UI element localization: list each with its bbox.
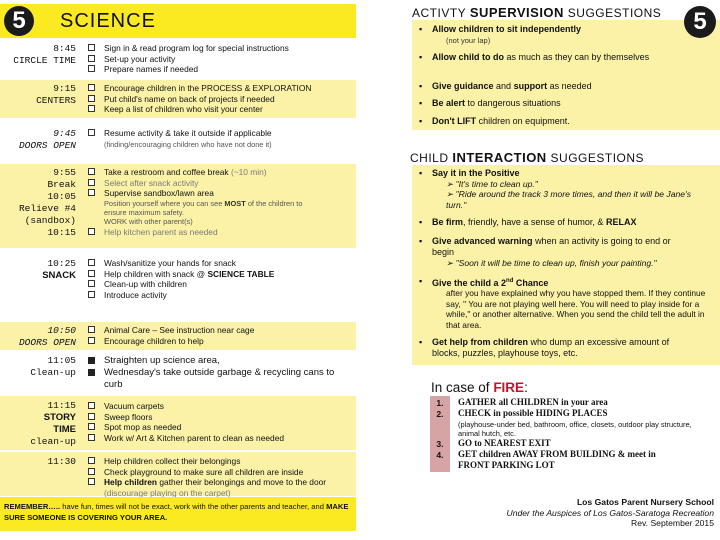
checkbox-icon: [88, 189, 95, 196]
time-label: 10:50 DOORS OPEN: [18, 325, 76, 348]
checkbox-icon: [88, 44, 95, 51]
task-list: [88, 258, 352, 300]
interaction-item: ▪ Get help from children who dump an excessive amount of blocks, puzzles, playhouse toys, etc.: [419, 337, 670, 358]
list-item[interactable]: Help children gather their belongings and move to the door (discourage playing on the carpet): [88, 477, 352, 498]
block-doors-open-1: [0, 124, 356, 160]
checkbox-icon: [88, 95, 95, 102]
fire-step-number: 4.: [430, 449, 450, 461]
list-item[interactable]: Vacuum carpets: [88, 401, 352, 412]
interaction-example: ➢ "Soon it will be time to clean up, finish your painting.": [446, 258, 657, 268]
time-label: 10:25 SNACK: [42, 258, 76, 281]
fire-step: GATHER all CHILDREN in your area: [458, 397, 608, 407]
checkbox-icon: [88, 129, 95, 136]
block-circle-time: [0, 40, 356, 74]
list-item[interactable]: Keep a list of children who visit your center: [88, 104, 352, 115]
auspices-line: Under the Auspices of Los Gatos-Saratoga Recreation: [506, 507, 714, 518]
block-break: [0, 164, 356, 248]
checkbox-icon: [88, 228, 95, 235]
task-list: [88, 128, 352, 139]
checkbox-icon: [88, 478, 95, 485]
interaction-item: ▪ Give the child a 2nd Chance: [419, 276, 549, 288]
task-list: [88, 43, 352, 75]
page-title: SCIENCE: [60, 10, 156, 32]
checkbox-icon: [88, 457, 95, 464]
list-item[interactable]: Sweep floors: [88, 412, 352, 423]
time-label: 9:55 Break 10:05 Relieve #4 (sandbox) 10:15: [18, 167, 76, 238]
task-list: [88, 325, 352, 346]
list-item[interactable]: Take a restroom and coffee break (~10 min): [88, 167, 352, 178]
checkbox-icon: [88, 402, 95, 409]
task-list: [88, 83, 352, 115]
checkbox-icon: [88, 326, 95, 333]
interaction-heading: CHILD INTERACTION SUGGESTIONS: [410, 150, 645, 165]
list-item[interactable]: Help kitchen parent as needed: [88, 227, 352, 238]
checkbox-icon: [88, 369, 95, 376]
interaction-body: after you have explained why you have stopped them. If they continue say, " You are not playing well here. You will need to play inside for a while," or another alternative. When you send the child tell the adult in that area.: [446, 288, 706, 330]
block-story-time: [0, 396, 356, 450]
checkbox-icon: [88, 105, 95, 112]
checkbox-icon: [88, 280, 95, 287]
checkbox-icon: [88, 434, 95, 441]
block-centers: [0, 80, 356, 118]
time-label: 11:30: [47, 456, 76, 467]
checkbox-icon: [88, 291, 95, 298]
fire-step: GET children AWAY FROM BUILDING & meet in FRONT PARKING LOT: [458, 449, 656, 470]
list-item[interactable]: Sign in & read program log for special instructions: [88, 43, 352, 54]
task-list: [88, 456, 352, 498]
list-item[interactable]: Spot mop as needed: [88, 422, 352, 433]
time-label: 11:15 STORY TIME clean-up: [30, 400, 76, 447]
schedule-column: [0, 0, 356, 540]
time-label: 8:45 CIRCLE TIME: [13, 43, 76, 66]
fire-note: (playhouse-under bed, bathroom, office, closets, outdoor play structure, animal hutch, etc.: [458, 420, 692, 438]
list-item[interactable]: Encourage children to help: [88, 336, 352, 347]
time-label: 11:05 Clean-up: [30, 355, 76, 378]
checkbox-icon: [88, 168, 95, 175]
list-item[interactable]: Straighten up science area,: [88, 355, 352, 367]
block-doors-open-2: [0, 322, 356, 350]
guidance-column: [362, 0, 720, 540]
block-clean-up: [0, 352, 356, 394]
list-item[interactable]: Clean-up with children: [88, 279, 352, 290]
list-item[interactable]: Supervise sandbox/lawn area: [88, 188, 352, 199]
list-item[interactable]: Work w/ Art & Kitchen parent to clean as needed: [88, 433, 352, 444]
checkbox-icon: [88, 423, 95, 430]
task-list: [88, 401, 352, 443]
block-snack: [0, 254, 356, 318]
block-dismissal: [0, 452, 356, 496]
time-label: 9:15 CENTERS: [36, 83, 76, 106]
job-number-badge: 5: [4, 6, 34, 36]
checkbox-icon: [88, 259, 95, 266]
supervision-item: ▪ Allow child to do as much as they can by themselves: [419, 52, 650, 62]
checkbox-icon: [88, 413, 95, 420]
revision-date: Rev. September 2015: [631, 518, 714, 528]
checkbox-icon: [88, 65, 95, 72]
supervision-note: (not your lap): [446, 36, 491, 45]
block-note: (finding/encouraging children who have not done it): [104, 140, 272, 149]
interaction-item: ▪ Say it in the Positive: [419, 168, 520, 178]
fire-heading: In case of FIRE:: [431, 380, 528, 395]
task-list: [88, 167, 352, 199]
checkbox-icon: [88, 179, 95, 186]
interaction-item: ▪ Give advanced warning when an activity is going to end or begin: [419, 236, 671, 257]
fire-step-number: 3.: [430, 438, 450, 450]
supervision-heading: ACTIVTY SUPERVISION SUGGESTIONS: [412, 5, 662, 20]
list-item[interactable]: Check playground to make sure all children are inside: [88, 467, 352, 478]
list-item[interactable]: Put child's name on back of projects if needed: [88, 94, 352, 105]
time-label: 9:45 DOORS OPEN: [18, 128, 76, 151]
block-note: Position yourself where you can see MOST of the children to ensure maximum safety. WORK with other parent(s): [104, 199, 303, 226]
list-item[interactable]: Wednesday's take outside garbage & recycling cans to curb: [88, 367, 352, 391]
interaction-item: ▪ Be firm, friendly, have a sense of humor, & RELAX: [419, 217, 637, 227]
supervision-item: ▪ Be alert to dangerous situations: [419, 98, 561, 108]
checkbox-icon: [88, 270, 95, 277]
reminder-banner: REMEMBER….. have fun, times will not be exact, work with the other parents and teacher, and MAKE SURE SOMEONE IS COVERING YOUR AREA.: [0, 497, 356, 531]
fire-step: GO to NEAREST EXIT: [458, 438, 551, 448]
footer: [482, 497, 714, 529]
supervision-item: ▪ Give guidance and support as needed: [419, 81, 592, 91]
schedule-header: [0, 4, 356, 38]
fire-step-number: 1.: [430, 397, 450, 409]
supervision-item: ▪ Allow children to sit independently: [419, 24, 582, 34]
checkbox-icon: [88, 468, 95, 475]
list-item[interactable]: Encourage children in the PROCESS & EXPLORATION: [88, 83, 352, 94]
list-item[interactable]: Prepare names if needed: [88, 64, 352, 75]
checkbox-icon: [88, 357, 95, 364]
list-item[interactable]: Introduce activity: [88, 290, 352, 301]
school-name: Los Gatos Parent Nursery School: [576, 497, 714, 507]
interaction-example: ➢ "Ride around the track 3 more times, and then it will be Jane's turn.": [446, 189, 691, 210]
fire-step-number: 2.: [430, 408, 450, 420]
list-item[interactable]: Wash/sanitize your hands for snack: [88, 258, 352, 269]
task-list: [88, 227, 352, 238]
task-list: [88, 355, 352, 391]
interaction-example: ➢ "It's time to clean up.": [446, 179, 538, 189]
supervision-item: ▪ Don't LIFT children on equipment.: [419, 116, 570, 126]
checkbox-icon: [88, 55, 95, 62]
list-item[interactable]: Select after snack activity: [88, 178, 352, 189]
checkbox-icon: [88, 337, 95, 344]
job-number-badge: 5: [684, 6, 716, 38]
checkbox-icon: [88, 84, 95, 91]
fire-step: CHECK in possible HIDING PLACES: [458, 408, 608, 418]
list-item[interactable]: Set-up your activity: [88, 54, 352, 65]
list-item[interactable]: Resume activity & take it outside if applicable: [88, 128, 352, 139]
list-item[interactable]: Animal Care – See instruction near cage: [88, 325, 352, 336]
list-item[interactable]: Help children collect their belongings: [88, 456, 352, 467]
list-item[interactable]: Help children with snack @ SCIENCE TABLE: [88, 269, 352, 280]
